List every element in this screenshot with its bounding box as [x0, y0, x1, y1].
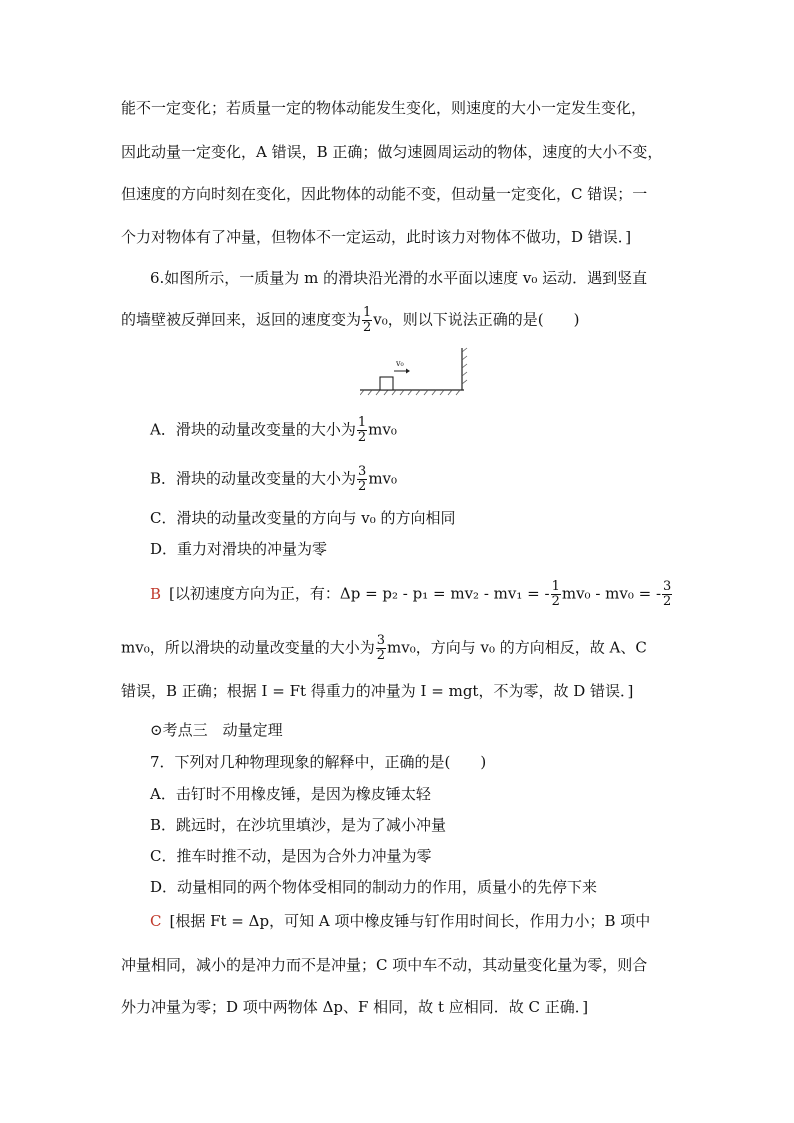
q6-option-b[interactable]: B．滑块的动量改变量的大小为 $\frac{3}{2}$ mv₀: [150, 464, 398, 494]
q7-solution-line-1: C [根据 Ft = Δp，可知 A 项中橡皮锤与钉作用时间长，作用力小；B 项中: [150, 912, 651, 930]
slider-wall-figure: [360, 346, 472, 396]
q7-option-b[interactable]: B．跳远时，在沙坑里填沙，是为了减小冲量: [150, 816, 447, 834]
q6-stem-text-end: v₀，则以下说法正确的是( ): [373, 310, 580, 329]
q7-option-d[interactable]: D．动量相同的两个物体受相同的制动力的作用，质量小的先停下来: [150, 878, 598, 896]
fraction: $\frac{1}{2}$: [363, 305, 372, 335]
intro-line-2: 因此动量一定变化，A 错误，B 正确；做匀速圆周运动的物体，速度的大小不变，: [121, 143, 663, 161]
q7-option-c[interactable]: C．推车时推不动，是因为合外力冲量为零: [150, 847, 432, 865]
q6-option-c[interactable]: C．滑块的动量改变量的方向与 v₀ 的方向相同: [150, 509, 456, 527]
intro-line-4: 个力对物体有了冲量，但物体不一定运动，此时该力对物体不做功，D 错误．]: [121, 228, 632, 246]
q6-stem-text: 的墙壁被反弹回来，返回的速度变为: [121, 310, 362, 329]
q7-answer: C: [150, 912, 162, 930]
intro-line-3: 但速度的方向时刻在变化，因此物体的动能不变，但动量一定变化，C 错误；一: [121, 185, 648, 203]
q6-solution-line-2: mv₀，所以滑块的动量改变量的大小为 $\frac{3}{2}$ mv₀，方向与 v₀ 的方向相反，故 A、C: [121, 633, 647, 663]
question-6-stem-line-2: [121, 306, 580, 335]
q6-option-d[interactable]: D．重力对滑块的冲量为零: [150, 540, 328, 558]
question-6-stem-line-1: 6.如图所示，一质量为 m 的滑块沿光滑的水平面以速度 v₀ 运动．遇到竖直: [150, 269, 648, 287]
slider-block: [380, 377, 393, 390]
q6-option-a[interactable]: A．滑块的动量改变量的大小为 $\frac{1}{2}$ mv₀: [150, 415, 397, 445]
q7-option-a[interactable]: A．击钉时不用橡皮锤，是因为橡皮锤太轻: [150, 785, 431, 803]
q7-solution-line-3: 外力冲量为零；D 项中两物体 Δp、F 相同，故 t 应相同．故 C 正确．]: [121, 998, 589, 1016]
section-heading: ⊙考点三 动量定理: [150, 721, 283, 739]
velocity-label: v₀: [396, 359, 404, 368]
q6-solution-line-3: 错误，B 正确；根据 I = Ft 得重力的冲量为 I = mgt，不为零，故 D 错误．]: [121, 682, 634, 700]
q7-stem: 7．下列对几种物理现象的解释中，正确的是( ): [150, 753, 487, 771]
q6-answer: B: [150, 584, 162, 603]
intro-line-1: 能不一定变化；若质量一定的物体动能发生变化，则速度的大小一定发生变化，: [121, 99, 647, 117]
q7-solution-line-2: 冲量相同，减小的是冲力而不是冲量；C 项中车不动，其动量变化量为零，则合: [121, 956, 648, 974]
q6-solution-line-1: B [以初速度方向为正，有：Δp = p₂ - p₁ = mv₂ - mv₁ = - $\frac{1}{2}$ mv₀ - mv₀ = - $\frac{3}{2}$: [150, 579, 672, 609]
